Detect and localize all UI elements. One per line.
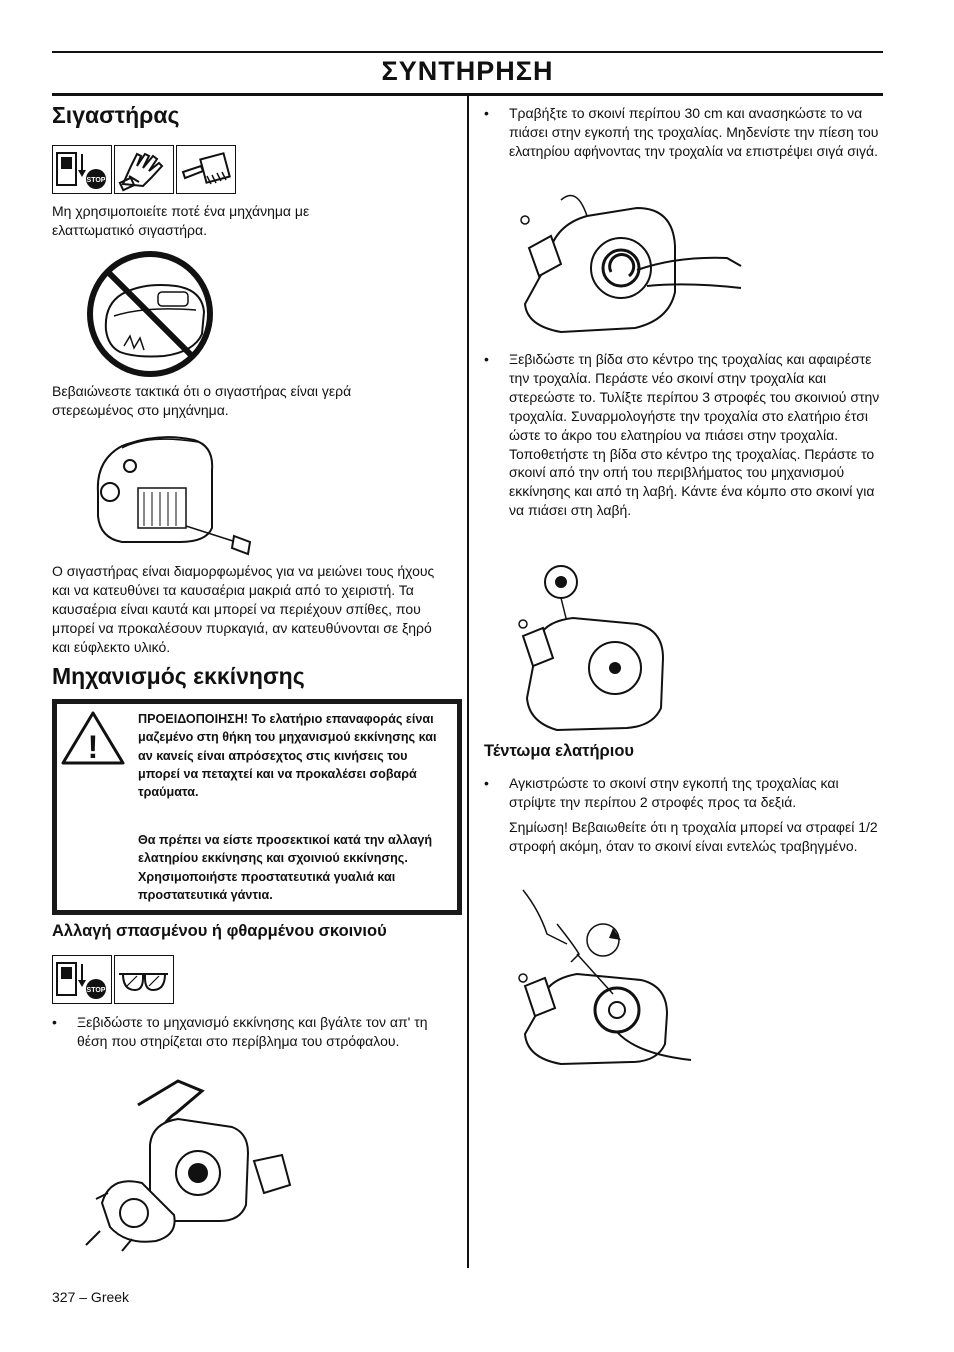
bullet-text: Τραβήξτε το σκοινί περίπου 30 cm και ανασηκώστε το να πιάσει στην εγκοπή της τροχαλίας. Μηδενίστε την πίεση του ελατηρίου αφήνοντας την τροχαλία να επιστρέψει σιγά σιγά.	[509, 105, 879, 159]
muffler-description-text: Ο σιγαστήρας είναι διαμορφωμένος για να μειώνει τους ήχους και να κατευθύνει τα καυσαέρια μακριά από το χειριστή. Τα καυσαέρια είναι καυτά και μπορεί να περιέχουν σπίθες, που μπορεί να προκαλέσουν πυρκαγιά, αν κατευθύνονται σε ξηρό και εύφλεκτο υλικό.	[52, 563, 435, 655]
cleaning-brush-icon	[176, 145, 236, 194]
icon-row-rope	[52, 955, 174, 1004]
bullet-mark: •	[484, 775, 489, 791]
bullet-text: Αγκιστρώστε το σκοινί στην εγκοπή της τροχαλίας και στρίψτε την περίπου 2 στροφές προς τα δεξιά.	[509, 775, 839, 810]
muffler-mounting-illustration	[88, 430, 266, 558]
pull-rope-illustration	[517, 186, 743, 340]
page-title: ΣΥΝΤΗΡΗΣΗ	[381, 56, 554, 86]
heading-tension-spring: Τέντωμα ελατήριου	[484, 742, 635, 760]
heading-starter: Μηχανισμός εκκίνησης	[52, 663, 305, 689]
muffler-check-text: Βεβαιώνεστε τακτικά ότι ο σιγαστήρας είναι γερά στερεωμένος στο μηχάνημα.	[52, 383, 352, 418]
warning-triangle-icon	[60, 710, 126, 766]
top-rule	[52, 51, 883, 53]
safety-glasses-icon	[114, 955, 174, 1004]
heading-replace-rope: Αλλαγή σπασμένου ή φθαρμένου σκοινιού	[52, 922, 387, 940]
page-footer: 327 – Greek	[52, 1289, 130, 1305]
pulley-assembly-illustration	[517, 562, 671, 734]
warning-box-inner	[57, 704, 457, 910]
bullet-mark: •	[484, 351, 489, 367]
warning-text-2: Θα πρέπει να είστε προσεκτικοί κατά την αλλαγή ελατηρίου εκκίνησης και σχοινιού εκκίνησης. Χρησιμοποιήστε προστατευτικά γυαλιά και προστατευτικά γάντια.	[138, 833, 433, 902]
stop-switch-icon	[52, 145, 112, 194]
column-divider	[467, 96, 469, 1268]
exclamation-mark: !	[87, 729, 99, 765]
bullet-text: Ξεβιδώστε το μηχανισμό εκκίνησης και βγάλτε τον απ' τη θέση που στηρίζεται στο περίβλημα του στρόφαλου.	[77, 1014, 428, 1049]
note-text: Σημίωση! Βεβαιωθείτε ότι η τροχαλία μπορεί να στραφεί 1/2 στροφή ακόμη, όταν το σκοινί είναι εντελώς τραβηγμένο.	[509, 819, 878, 854]
stop-label: STOP	[86, 177, 106, 184]
icon-row-muffler	[52, 145, 236, 194]
stop-label: STOP	[86, 987, 106, 994]
protective-glove-icon	[114, 145, 174, 194]
muffler-warning-text: Μη χρησιμοποιείτε ποτέ ένα μηχάνημα με ελαττωματικό σιγαστήρα.	[52, 203, 310, 238]
bullet-text: Ξεβιδώστε τη βίδα στο κέντρο της τροχαλίας και αφαιρέστε την τροχαλία. Περάστε νέο σκοινί στην τροχαλία και στερεώστε το. Τυλίξτε περίπου 3 στροφές του σκοινιού στην τροχαλία. Συναρμολογήστε την τροχαλία στο ελατήριο έτσι ώστε το άκρο του ελατηρίου να πιάσει στην τροχαλία. Τοποθετήστε τη βίδα στο κέντρο της τροχαλίας. Περάστε το σκοινί από την οπή του περιβλήματος του μηχανισμού εκκίνησης και από τη λαβή. Κάντε ένα κόμπο στο σκοινί για να πιάσει στη λαβή.	[509, 351, 880, 519]
bullet-mark: •	[484, 105, 489, 121]
warning-text-1: ΠΡΟΕΙΔΟΠΟΙΗΣΗ! Το ελατήριο επαναφοράς είναι μαζεμένο στη θήκη του μηχανισμού εκκίνησης και αν κανείς είναι απρόσεχτος στις κινήσεις του μπορεί να πεταχτεί και να προκαλέσει σοβαρά τραύματα.	[138, 712, 437, 800]
starter-removal-illustration	[82, 1075, 302, 1257]
defective-muffler-prohibited-illustration	[84, 250, 216, 378]
warning-box	[52, 699, 462, 915]
heading-muffler: Σιγαστήρας	[52, 102, 180, 128]
bullet-mark: •	[52, 1014, 57, 1030]
stop-switch-icon	[52, 955, 112, 1004]
spring-tension-illustration	[517, 884, 693, 1070]
